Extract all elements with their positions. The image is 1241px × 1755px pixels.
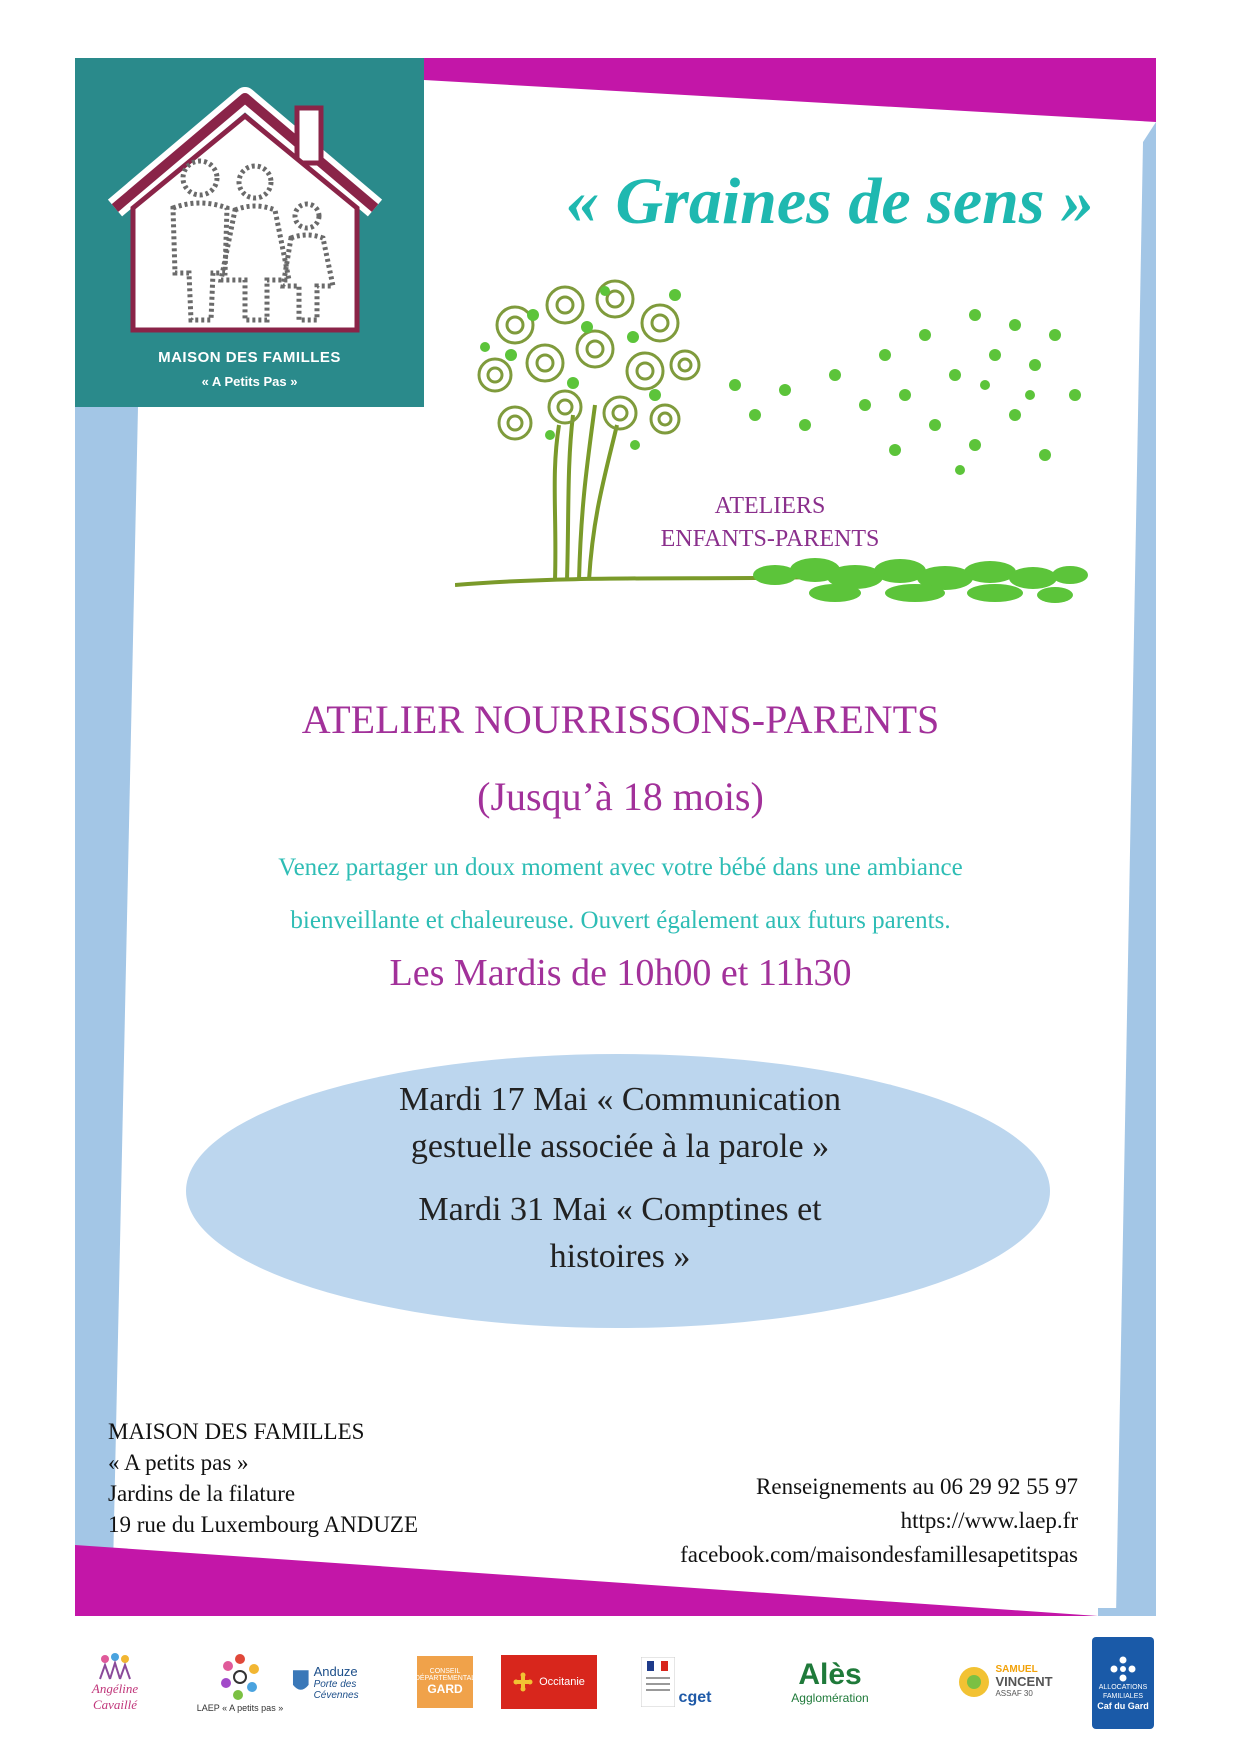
address-block	[108, 1416, 418, 1540]
top-magenta-band	[420, 58, 1156, 122]
partner-4-title: GARD	[427, 1682, 463, 1696]
ground-leaves	[753, 558, 1088, 603]
logo-subtitle: « A Petits Pas »	[201, 374, 298, 389]
event-age: (Jusqu’à 18 mois)	[477, 774, 764, 819]
session-1	[290, 1076, 950, 1170]
event-intro	[60, 841, 1181, 947]
occitan-cross-icon	[513, 1672, 533, 1692]
address-line-4: 19 rue du Luxembourg ANDUZE	[108, 1512, 419, 1537]
partner-5-label: Occitanie	[539, 1676, 585, 1688]
marianne-icon	[641, 1657, 675, 1707]
partner-3-sub: Porte des Cévennes	[313, 1678, 359, 1701]
tree-illustration	[455, 275, 1095, 615]
flying-leaves	[729, 309, 1081, 475]
address-line-1: MAISON DES FAMILLES	[108, 1419, 365, 1444]
partner-logo-3	[292, 1640, 402, 1724]
session-1-line-2: gestuelle associée à la parole »	[410, 1128, 830, 1165]
partner-2-label: LAEP « A petits pas »	[196, 1703, 284, 1713]
contact-phone: Renseignements au 06 29 92 55 97	[756, 1474, 1078, 1499]
illustration-caption	[610, 490, 930, 556]
partner-6-label: cget	[678, 1689, 712, 1706]
event-schedule: Les Mardis de 10h00 et 11h30	[389, 952, 852, 994]
partner-logo-9	[1092, 1637, 1154, 1729]
ball-icon	[957, 1665, 991, 1699]
partner-8-last: VINCENT	[995, 1674, 1053, 1689]
event-title: ATELIER NOURRISSONS-PARENTS	[301, 697, 940, 742]
caption-line-1: ATELIERS	[714, 493, 826, 519]
tree-trunk	[555, 405, 617, 580]
partner-logo-5	[498, 1640, 600, 1724]
people-icon	[95, 1651, 135, 1681]
intro-line-1: Venez partager un doux moment avec votre bébé dans une ambiance	[278, 854, 963, 881]
contact-block	[600, 1470, 1078, 1572]
partner-9-title: Caf du Gard	[1097, 1701, 1149, 1711]
session-2-line-1: Mardi 31 Mai « Comptines et	[418, 1191, 822, 1228]
page-title: « Graines de sens »	[565, 165, 1095, 238]
contact-website[interactable]: https://www.laep.fr	[900, 1508, 1078, 1533]
partner-3-title: Anduze	[313, 1663, 358, 1679]
partner-logo-8	[950, 1640, 1060, 1724]
partner-7-title: Alès	[798, 1658, 862, 1691]
partner-logo-6	[636, 1640, 716, 1724]
children-circle-icon	[218, 1651, 262, 1703]
partner-8-sub: ASSAF 30	[995, 1689, 1033, 1698]
partner-logo-7	[780, 1640, 880, 1724]
logo-title: MAISON DES FAMILLES	[158, 349, 341, 366]
session-1-line-1: Mardi 17 Mai « Communication	[399, 1081, 841, 1118]
contact-facebook[interactable]: facebook.com/maisondesfamillesapetitspas	[680, 1542, 1078, 1567]
shield-icon	[292, 1669, 310, 1695]
partner-9-sub: ALLOCATIONS FAMILIALES	[1098, 1684, 1148, 1700]
address-line-3: Jardins de la filature	[108, 1481, 296, 1506]
partner-logo-1	[70, 1640, 160, 1724]
session-2-line-2: histoires »	[549, 1238, 691, 1275]
partner-1-label: Angéline Cavaillé	[91, 1681, 139, 1712]
caf-icon	[1109, 1655, 1137, 1683]
partner-8-first: SAMUEL	[995, 1664, 1038, 1675]
partner-7-sub: Agglomération	[791, 1691, 869, 1705]
partner-4-sub: CONSEIL DÉPARTEMENTAL	[414, 1668, 476, 1682]
partner-logo-2	[195, 1640, 285, 1724]
address-line-2: « A petits pas »	[108, 1450, 249, 1475]
intro-line-2: bienveillante et chaleureuse. Ouvert également aux futurs parents.	[290, 907, 951, 934]
session-2	[290, 1186, 950, 1280]
partner-logo-4	[412, 1640, 478, 1724]
bottom-blue-corner	[1098, 1608, 1156, 1616]
caption-line-2: ENFANTS-PARENTS	[660, 526, 880, 552]
